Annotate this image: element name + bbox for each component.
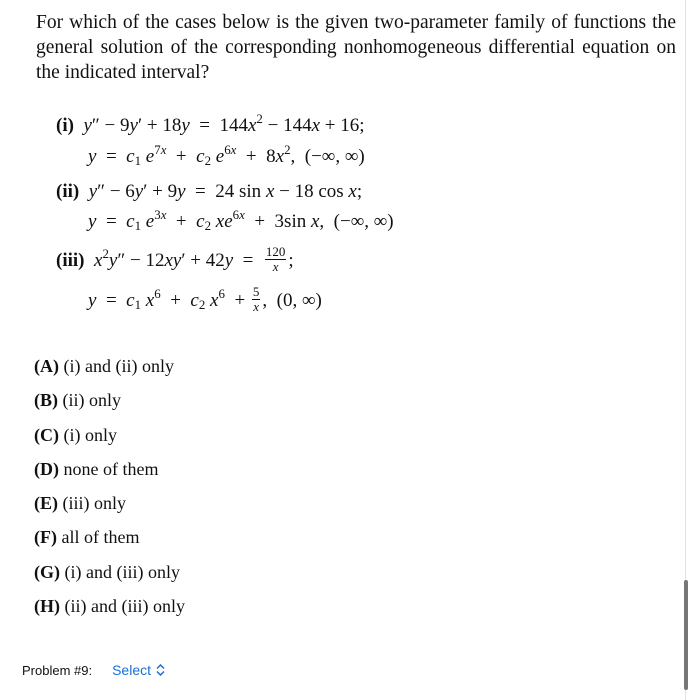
choice-e: (E) (iii) only xyxy=(34,493,126,513)
select-label: Select xyxy=(112,662,152,678)
choice-h: (H) (ii) and (iii) only xyxy=(34,596,185,616)
case-ii-solution: $y = c_1$ $e^{3x} + c_2$ $xe^{6x} + 3\sin$ x, (−∞, ∞) xyxy=(88,207,394,234)
problem-answer-row xyxy=(22,660,165,680)
choice-b: (B) (ii) only xyxy=(34,390,121,410)
fraction-5-over-x: $\frac{5}{x}$ xyxy=(252,284,260,314)
question-text: For which of the cases below is the given two-parameter family of functions the general solution of the corresponding nonhomogeneous differential equation on the indicated interval? xyxy=(36,12,676,83)
case-ii-equation: (ii) y″ − 6y′ + 9y = 24 sin x − 18 cos x; xyxy=(56,181,363,202)
choice-d: (D) none of them xyxy=(34,459,159,479)
case-iii-equation: (iii) $x^2y'' - 12xy' + 42y$ = $\frac{120}{x}$ ; xyxy=(56,244,294,274)
case-label: (i) xyxy=(56,115,74,136)
case-label: (iii) xyxy=(56,249,85,271)
fraction-120-over-x: $\frac{120}{x}$ xyxy=(265,244,286,274)
problem-label: Problem #9: xyxy=(22,662,93,678)
choice-a: (A) (i) and (ii) only xyxy=(34,356,174,376)
choice-g: (G) (i) and (iii) only xyxy=(34,562,180,582)
answer-select[interactable] xyxy=(112,662,165,678)
choice-c: (C) (i) only xyxy=(34,425,117,445)
case-iii-solution: $y = c_1$ $x^6 + c_2$ $x^6$ + $\frac{5}{x}$ , (0, ∞) xyxy=(88,284,322,314)
case-i-solution: $y = c_1$ $e^{7x} + c_2$ $e^{6x} + 8x^2$, (−∞, ∞) xyxy=(88,142,365,169)
up-down-chevron-icon xyxy=(156,664,165,676)
choice-f: (F) all of them xyxy=(34,527,140,547)
case-label: (ii) xyxy=(56,181,80,202)
case-i-equation: (i) $y'' - 9y' + 18y = 144x^2 - 144x + 16$; xyxy=(56,111,365,136)
scrollbar-thumb[interactable] xyxy=(684,580,688,690)
